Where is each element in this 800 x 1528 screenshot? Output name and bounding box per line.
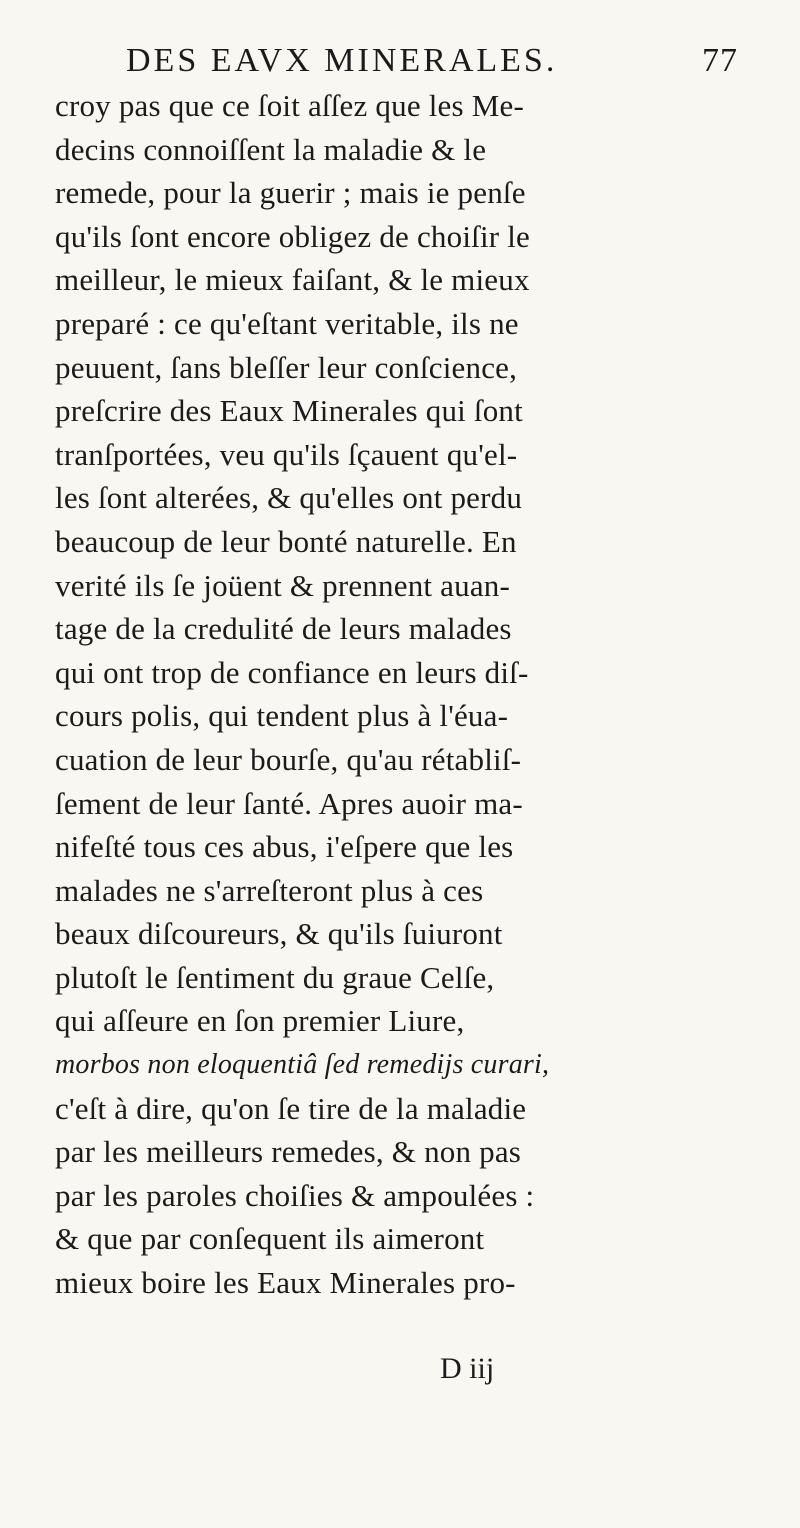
text-line: qu'ils ſont encore obligez de choiſir le [55,218,530,254]
text-line: peuuent, ſans bleſſer leur conſcience, [55,349,518,385]
text-line: tage de la credulité de leurs malades [55,611,512,647]
running-title: DES EAVX MINERALES. [126,42,558,79]
text-line: ſement de leur ſanté. Apres auoir ma- [55,785,523,821]
text-line: qui aſſeure en ſon premier Liure, [55,1003,465,1039]
text-line: par les paroles choiſies & ampoulées : [55,1177,535,1213]
running-head [126,40,766,88]
text-line: qui ont trop de confiance en leurs diſ- [55,654,529,690]
text-line: cuation de leur bourſe, qu'au rétabliſ- [55,741,522,777]
text-line: meilleur, le mieux faiſant, & le mieux [55,262,530,298]
text-line: decins connoiſſent la maladie & le [55,131,487,167]
page-number: 77 [702,42,738,79]
text-line: croy pas que ce ſoit aſſez que les Me- [55,88,524,123]
text-line: remede, pour la guerir ; mais ie penſe [55,175,526,211]
body-text [55,84,755,1305]
text-line: beaucoup de leur bonté naturelle. En [55,523,517,559]
text-line: tranſportées, veu qu'ils ſçauent qu'el- [55,436,518,472]
text-line: c'eſt à dire, qu'on ſe tire de la maladie [55,1090,527,1126]
signature-mark: D iij [440,1352,495,1385]
latin-quotation-line: morbos non eloquentiâ ſed remedijs curari, [55,1049,550,1081]
text-line: plutoſt le ſentiment du graue Celſe, [55,959,495,995]
text-line: malades ne s'arreſteront plus à ces [55,872,484,908]
text-line: preparé : ce qu'eſtant veritable, ils ne [55,305,519,341]
text-line: & que par conſequent ils aimeront [55,1221,485,1257]
text-line: verité ils ſe joüent & prennent auan- [55,567,511,603]
text-line: nifeſté tous ces abus, i'eſpere que les [55,829,514,865]
text-line: cours polis, qui tendent plus à l'éua- [55,698,509,734]
text-line: mieux boire les Eaux Minerales pro- [55,1265,516,1301]
text-line: preſcrire des Eaux Minerales qui ſont [55,393,523,429]
text-line: les ſont alterées, & qu'elles ont perdu [55,480,523,516]
text-line: beaux diſcoureurs, & qu'ils ſuiuront [55,916,503,952]
text-line: par les meilleurs remedes, & non pas [55,1134,522,1170]
